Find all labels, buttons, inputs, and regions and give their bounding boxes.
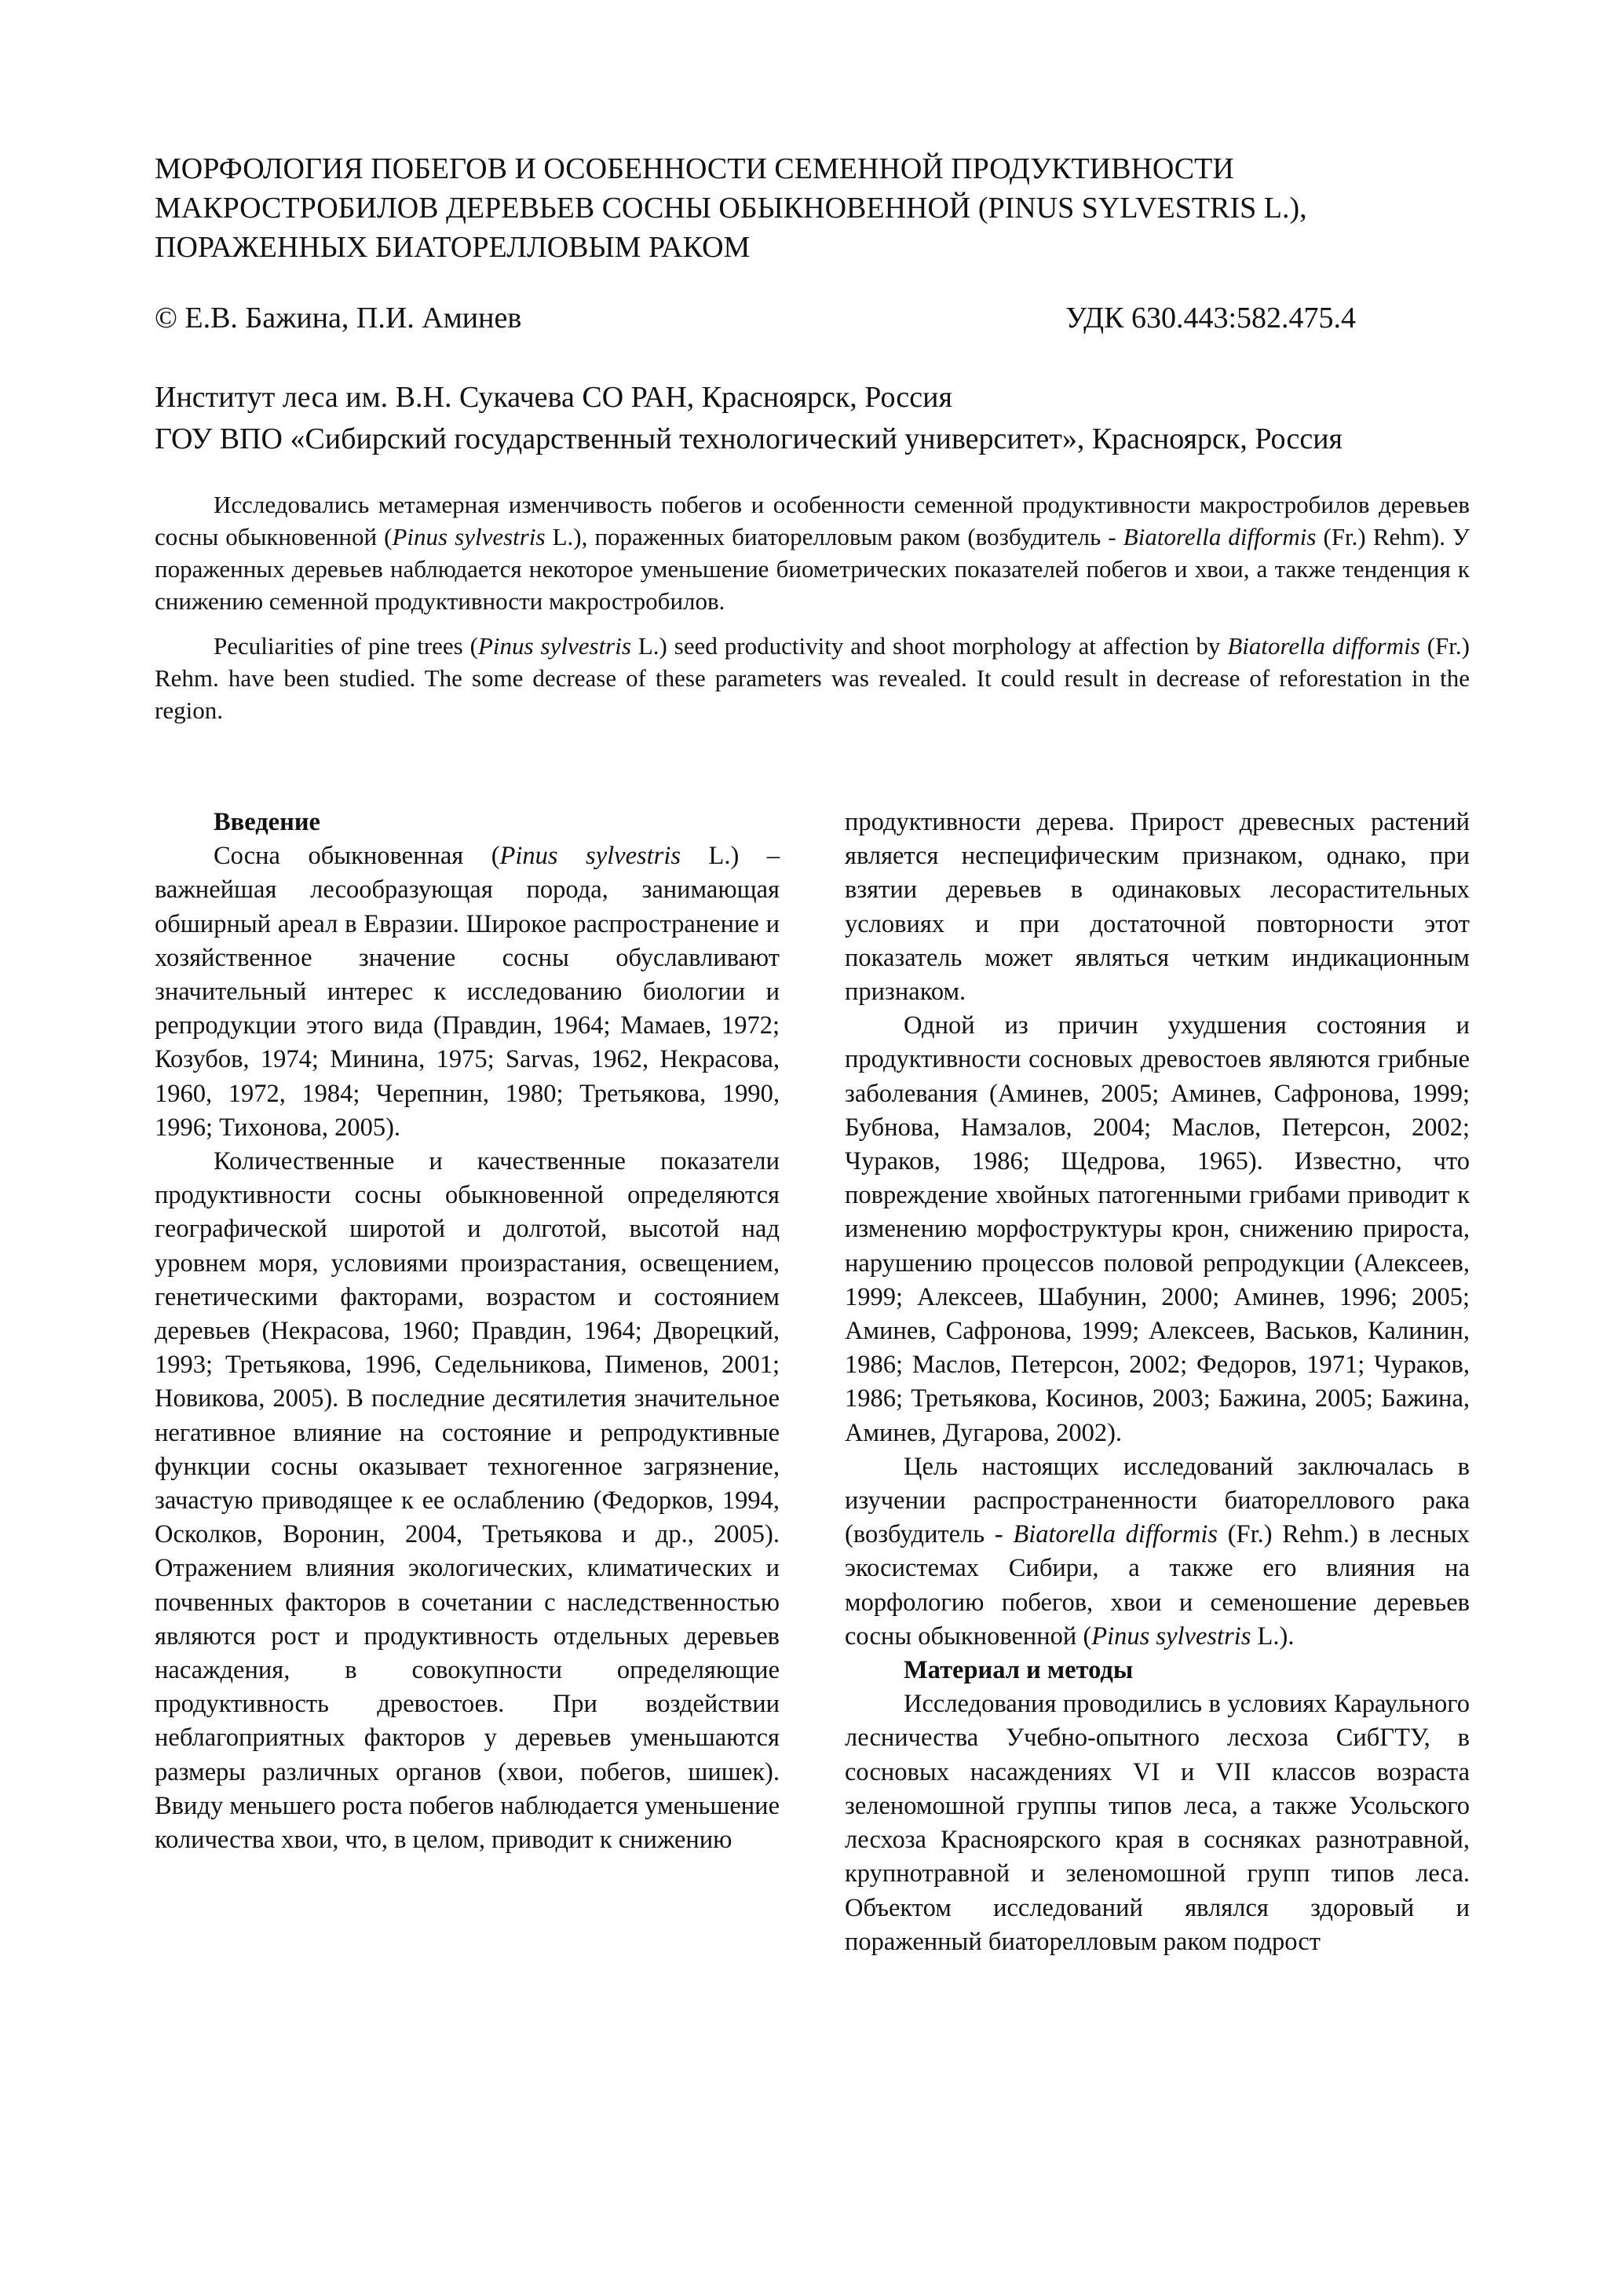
text-run: Исследовались метамерная изменчивость побегов и особенности семенной продуктивности макростробилов деревьев сосны обыкновенной ( (155, 491, 1470, 550)
text-run: (Fr.) Rehm). У пораженных деревьев наблюдается некоторое уменьшение биометрических показателей побегов и хвои, а также тенденция к снижению семенной продуктивности макростробилов. (155, 523, 1470, 615)
italic-run: Biatorella difformis (1013, 1520, 1218, 1549)
udk-code: УДК 630.443:582.475.4 (1065, 302, 1356, 335)
section-heading-methods: Материал и методы (904, 1656, 1134, 1685)
text-run: L.). (1251, 1621, 1295, 1651)
paragraph: Количественные и качественные показатели продуктивности сосны обыкновенной определяются географической широтой и долготой, высотой над уровнем моря, условиями произрастания, освещением, генетическими факторами, возрастом и состоянием деревьев (Некрасова, 1960; Правдин, 1964; Дворецкий, 1993; Третьякова, 1996, Седельникова, Пименов, 2001; Новикова, 2005). В последние десятилетия значительное негативное влияние на состояние и репродуктивные функции сосны оказывает техногенное загрязнение, зачастую приводящее к ее ослаблению (Федорков, 1994, Осколков, Воронин, 2004, Третьякова и др., 2005). Отражением влияния экологических, климатических и почвенных факторов в сочетании с наследственностью являются рост и продуктивность отдельных деревьев насаждения, в совокупности определяющие продуктивность древостоев. При воздействии неблагоприятных факторов у деревьев уменьшаются размеры различных органов (хвои, побегов, шишек). Ввиду меньшего роста побегов наблюдается уменьшение количества хвои, что, в целом, приводит к снижению (155, 1147, 780, 1855)
body-columns (155, 806, 1470, 1959)
text-run: (Fr.) Rehm.) в лесных экосистемах Сибири, а также его влияния на морфологию побегов, хвои и семеношение деревьев сосны обыкновенной ( (845, 1520, 1470, 1651)
abstract (155, 488, 1470, 726)
left-column (155, 806, 780, 1959)
text-run: L.), пораженных биаторелловым раком (возбудитель - (545, 523, 1123, 550)
paragraph: Исследования проводились в условиях Караульного лесничества Учебно-опытного лесхоза СибГТУ, в сосновых насаждениях VI и VII классов возраста зеленомошной группы типов леса, а также Усольского лесхоза Красноярского края в сосняках разнотравной, крупнотравной и зеленомошной групп типов леса. Объектом исследований являлся здоровый и пораженный биаторелловым раком подрост (845, 1690, 1470, 1956)
italic-run: Biatorella difformis (1123, 523, 1317, 550)
italic-run: Pinus sylvestris (392, 523, 546, 550)
paragraph: Одной из причин ухудшения состояния и продуктивности сосновых древостоев являются грибные заболевания (Аминев, 2005; Аминев, Сафронова, 1999; Бубнова, Намзалов, 2004; Маслов, Петерсон, 2002; Чураков, 1986; Щедрова, 1965). Известно, что повреждение хвойных патогенными грибами приводит к изменению морфоструктуры крон, снижению прироста, нарушению процессов половой репродукции (Алексеев, 1999; Алексеев, Шабунин, 2000; Аминев, 1996; 2005; Аминев, Сафронова, 1999; Алексеев, Васьков, Калинин, 1986; Маслов, Петерсон, 2002; Федоров, 1971; Чураков, 1986; Третьякова, Косинов, 2003; Бажина, 2005; Бажина, Аминев, Дугарова, 2002). (845, 1011, 1470, 1447)
text-run: L.) seed productivity and shoot morphology at affection by (630, 632, 1228, 660)
italic-run: Pinus sylvestris (478, 632, 631, 660)
affiliations (155, 377, 1343, 460)
italic-run: Pinus sylvestris (1091, 1621, 1251, 1651)
affiliation-1: Институт леса им. В.Н. Сукачева СО РАН, Красноярск, Россия (155, 381, 952, 414)
paper-page (155, 149, 1470, 1956)
text-run: Peculiarities of pine trees ( (214, 632, 478, 660)
text-run: (Fr.) Rehm. have been studied. The some decrease of these parameters was revealed. It could result in decrease of reforestation in the region. (155, 632, 1470, 724)
paper-title: МОРФОЛОГИЯ ПОБЕГОВ И ОСОБЕННОСТИ СЕМЕННОЙ ПРОДУКТИВНОСТИ МАКРОСТРОБИЛОВ ДЕРЕВЬЕВ СОСНЫ ОБЫКНОВЕННОЙ (PINUS SYLVESTRIS L.), ПОРАЖЕННЫХ БИАТОРЕЛЛОВЫМ РАКОМ (155, 152, 1307, 264)
authors: © Е.В. Бажина, П.И. Аминев (155, 302, 522, 335)
abstract-english (155, 630, 1470, 726)
paragraph (155, 839, 780, 1145)
paragraph (845, 1450, 1470, 1654)
right-column (845, 806, 1470, 1959)
section-heading-introduction: Введение (214, 808, 320, 836)
text-run: Цель настоящих исследований заключалась в изучении распространенности биатореллового рака (возбудитель - (845, 1452, 1470, 1549)
paragraph-continued: продуктивности дерева. Прирост древесных растений является неспецифическим признаком, однако, при взятии деревьев в одинаковых лесорастительных условиях и при достаточной повторности этот показатель может являться четким индикационным признаком. (845, 808, 1470, 1007)
affiliation-2: ГОУ ВПО «Сибирский государственный технологический университет», Красноярск, Россия (155, 422, 1343, 455)
italic-run: Pinus sylvestris (499, 842, 681, 871)
authors-row (155, 298, 1356, 338)
text-run: L.) – важнейшая лесообразующая порода, занимающая обширный ареал в Евразии. Широкое распространение и хозяйственное значение сосны обуславливают значительный интерес к исследованию биологии и репродукции этого вида (Правдин, 1964; Мамаев, 1972; Козубов, 1974; Минина, 1975; Sarvas, 1962, Некрасова, 1960, 1972, 1984; Черепнин, 1980; Третьякова, 1990, 1996; Тихонова, 2005). (155, 842, 780, 1142)
text-run: Сосна обыкновенная ( (214, 842, 500, 871)
abstract-russian (155, 488, 1470, 617)
italic-run: Biatorella difformis (1227, 632, 1420, 660)
